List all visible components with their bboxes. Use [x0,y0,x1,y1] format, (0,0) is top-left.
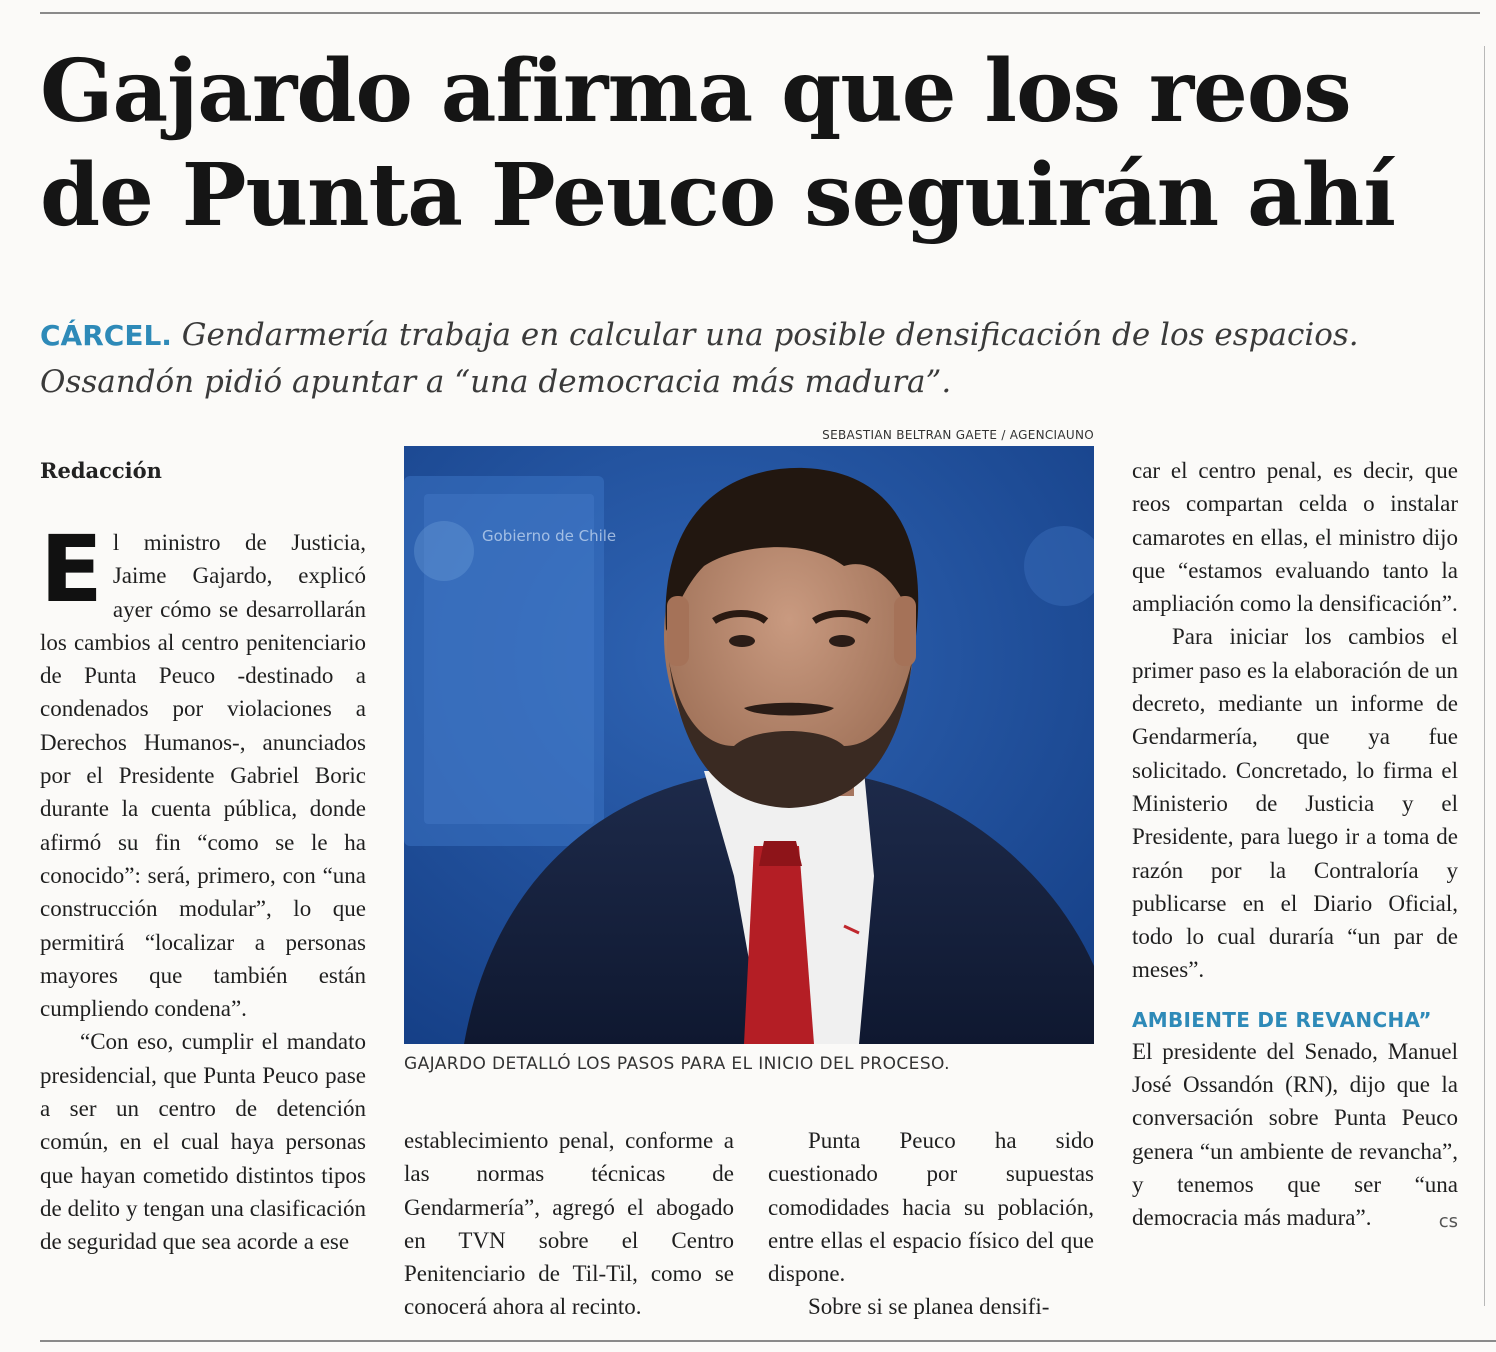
article-column-2 [404,1124,734,1324]
end-mark: cs [1438,1211,1458,1233]
section-subhead: AMBIENTE DE REVANCHA” [1132,1007,1432,1032]
paragraph: “Con eso, cumplir el mandato presidencial, que Punta Peuco pase a ser un centro de detención común, en el cual haya personas que hayan cometido distintos tipos de delito y tengan una clasificación de seguridad que sea acorde a ese [40,1029,366,1255]
deck [40,312,1480,405]
paragraph-text: El presidente del Senado, Manuel José Ossandón (RN), dijo que la conversación sobre Punta Peuco genera “un ambiente de revancha”, y tenemos que ser “una democracia más madura”. [1132,1038,1458,1231]
paragraph: l ministro de Justicia, Jaime Gajardo, explicó ayer cómo se desarrollarán los cambios al centro penitenciario de Punta Peuco -destinado a condenados por violaciones a Derechos Humanos-, anunciados por el Presidente Gabriel Boric durante la cuenta pública, donde afirmó su fin “como se le ha conocido”: será, primero, con “una construcción modular”, lo que permitirá “localizar a personas mayores que también están cumpliendo condena”. [40,530,366,1022]
article-column-4 [1132,454,1458,1239]
headline-line-1: Gajardo afirma que los reos [40,41,1351,142]
paragraph: Punta Peuco ha sido cuestionado por supuestas comodidades hacia su población, entre ellas el espacio físico del que dispone. [768,1128,1094,1287]
top-rule [40,12,1480,14]
photo-caption: GAJARDO DETALLÓ LOS PASOS PARA EL INICIO DEL PROCESO. [404,1054,950,1074]
bottom-rule [40,1340,1496,1342]
article-column-3 [768,1124,1094,1324]
article-photo [404,446,1094,1044]
sign-text: Gobierno de Chile [482,527,617,545]
deck-text: Gendarmería trabaja en calcular una posible densificación de los espacios. Ossandón pidió apuntar a “una democracia más madura”. [40,317,1359,400]
kicker: CÁRCEL. [40,319,172,352]
paragraph: Sobre si se planea densifi- [808,1294,1050,1320]
paragraph [1132,1035,1458,1235]
portrait-illustration [404,446,1094,1044]
byline: Redacción [40,458,162,483]
article-column-1 [40,516,366,1259]
paragraph: establecimiento penal, conforme a las normas técnicas de Gendarmería”, agregó el abogado en TVN sobre el Centro Penitenciario de Til-Til, como se conocerá ahora al recinto. [404,1128,734,1320]
paragraph: car el centro penal, es decir, que reos compartan celda o instalar camarotes en ellas, el ministro dijo que “estamos evaluando tanto la ampliación como la densificación”. [1132,458,1458,617]
column-separator-right [1484,46,1485,1306]
paragraph: Para iniciar los cambios el primer paso es la elaboración de un decreto, mediante un informe de Gendarmería, que ya fue solicitado. Concretado, lo firma el Ministerio de Justicia y el Presidente, para luego ir a toma de razón por la Contraloría y publicarse en el Diario Oficial, todo lo cual duraría “un par de meses”. [1132,624,1458,983]
headline-line-2: de Punta Peuco seguirán ahí [40,145,1396,246]
photo-credit: SEBASTIAN BELTRAN GAETE / AGENCIAUNO [822,428,1094,442]
headline [40,40,1480,248]
drop-cap: E [40,516,103,623]
